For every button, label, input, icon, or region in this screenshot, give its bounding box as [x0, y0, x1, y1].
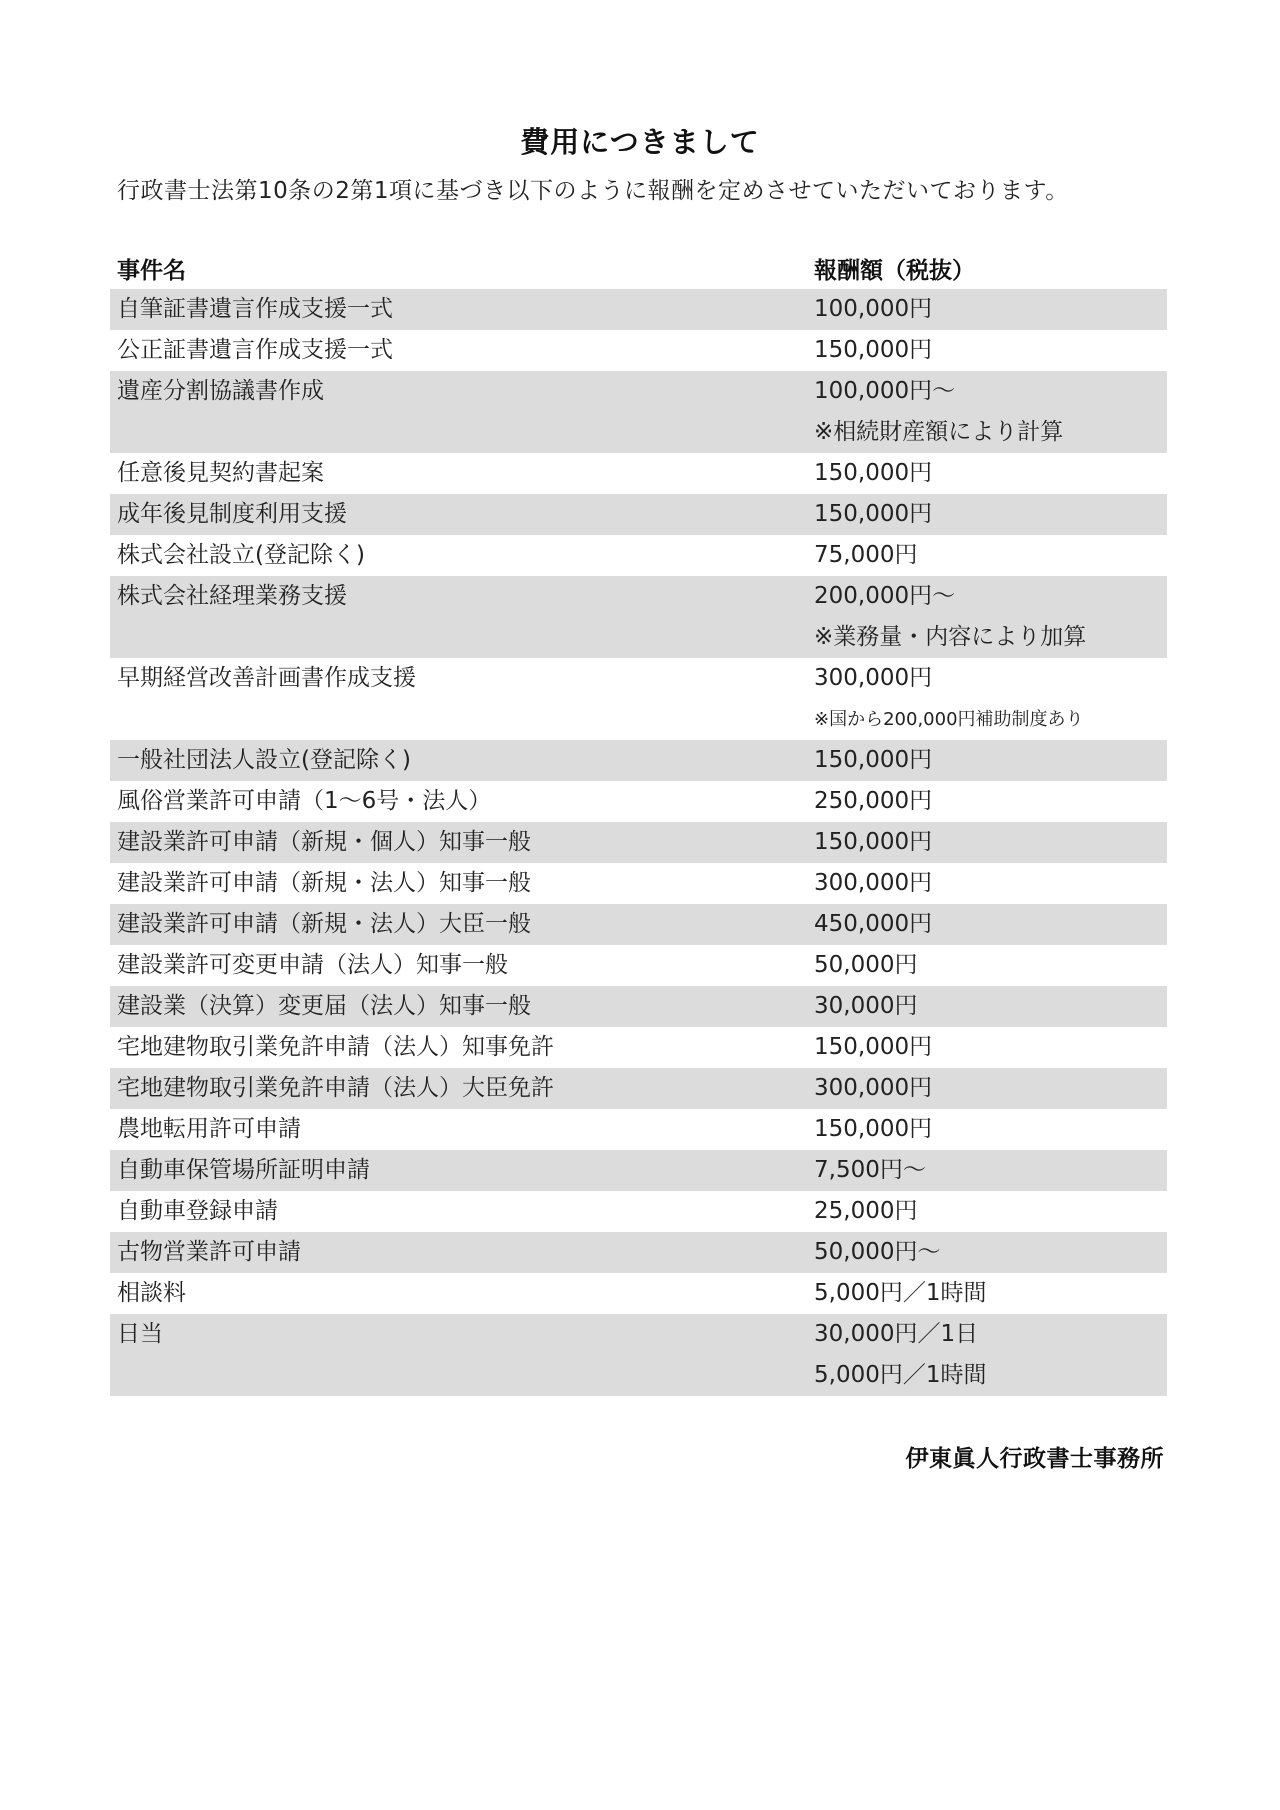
row-fee-cell	[814, 1109, 1167, 1150]
case-name: 建設業許可申請（新規・法人）大臣一般	[117, 911, 531, 937]
fee-amount: 50,000円	[814, 952, 918, 978]
row-fee-cell	[814, 1232, 1167, 1273]
table-row	[110, 986, 1167, 1027]
fee-amount: 100,000円	[814, 296, 933, 322]
fee-note: 5,000円／1時間	[814, 1362, 987, 1388]
fee-amount: 150,000円	[814, 337, 933, 363]
header-case-name: 事件名	[117, 258, 186, 284]
row-fee-cell	[814, 453, 1167, 494]
case-name: 宅地建物取引業免許申請（法人）大臣免許	[117, 1075, 554, 1101]
table-row	[110, 453, 1167, 494]
case-name: 株式会社設立(登記除く)	[117, 542, 365, 568]
case-name: 建設業許可申請（新規・個人）知事一般	[117, 829, 531, 855]
row-case-name-cell	[110, 1027, 814, 1068]
fee-amount: 150,000円	[814, 1034, 933, 1060]
table-row	[110, 1068, 1167, 1109]
case-name: 自筆証書遺言作成支援一式	[117, 296, 393, 322]
intro-text: 行政書士法第10条の2第1項に基づき以下のように報酬を定めさせていただいております。	[117, 178, 1069, 204]
fee-amount: 250,000円	[814, 788, 933, 814]
row-case-name-cell	[110, 822, 814, 863]
row-fee-cell	[814, 863, 1167, 904]
table-row	[110, 1150, 1167, 1191]
table-row	[110, 1027, 1167, 1068]
row-case-name-cell	[110, 658, 814, 740]
case-name: 建設業（決算）変更届（法人）知事一般	[117, 993, 531, 1019]
row-case-name-cell	[110, 535, 814, 576]
fee-amount: 75,000円	[814, 542, 918, 568]
row-fee-cell	[814, 494, 1167, 535]
row-case-name-cell	[110, 494, 814, 535]
case-name: 宅地建物取引業免許申請（法人）知事免許	[117, 1034, 554, 1060]
row-fee-cell	[814, 904, 1167, 945]
row-fee-cell	[814, 1314, 1167, 1396]
row-fee-cell	[814, 740, 1167, 781]
fee-amount: 150,000円	[814, 501, 933, 527]
fee-amount: 300,000円	[814, 665, 933, 691]
row-case-name-cell	[110, 1314, 814, 1396]
row-case-name-cell	[110, 1150, 814, 1191]
case-name: 一般社団法人設立(登記除く)	[117, 747, 411, 773]
case-name: 遺産分割協議書作成	[117, 378, 324, 404]
table-row	[110, 740, 1167, 781]
row-fee-cell	[814, 1027, 1167, 1068]
case-name: 早期経営改善計画書作成支援	[117, 665, 416, 691]
page-title: 費用につきまして	[520, 125, 760, 159]
table-row	[110, 330, 1167, 371]
row-case-name-cell	[110, 863, 814, 904]
row-fee-cell	[814, 535, 1167, 576]
row-case-name-cell	[110, 371, 814, 453]
case-name: 成年後見制度利用支援	[117, 501, 347, 527]
case-name: 農地転用許可申請	[117, 1116, 301, 1142]
table-header	[110, 248, 1167, 289]
table-row	[110, 371, 1167, 453]
case-name: 自動車登録申請	[117, 1198, 278, 1224]
table-row	[110, 289, 1167, 330]
row-fee-cell	[814, 330, 1167, 371]
case-name: 自動車保管場所証明申請	[117, 1157, 370, 1183]
fee-amount: 7,500円～	[814, 1157, 926, 1183]
table-row	[110, 863, 1167, 904]
table-row	[110, 576, 1167, 658]
table-row	[110, 822, 1167, 863]
table-row	[110, 945, 1167, 986]
fee-note: ※国から200,000円補助制度あり	[814, 709, 1084, 730]
header-fee: 報酬額（税抜）	[814, 258, 975, 284]
fee-table	[110, 248, 1167, 1396]
row-case-name-cell	[110, 781, 814, 822]
table-row	[110, 1273, 1167, 1314]
fee-amount: 150,000円	[814, 1116, 933, 1142]
table-row	[110, 494, 1167, 535]
fee-amount: 25,000円	[814, 1198, 918, 1224]
fee-amount: 150,000円	[814, 829, 933, 855]
row-case-name-cell	[110, 576, 814, 658]
case-name: 公正証書遺言作成支援一式	[117, 337, 393, 363]
row-fee-cell	[814, 289, 1167, 330]
row-fee-cell	[814, 1150, 1167, 1191]
fee-amount: 50,000円～	[814, 1239, 941, 1265]
row-fee-cell	[814, 658, 1167, 740]
fee-amount: 300,000円	[814, 870, 933, 896]
table-row	[110, 1191, 1167, 1232]
case-name: 日当	[117, 1321, 163, 1347]
fee-amount: 150,000円	[814, 747, 933, 773]
row-fee-cell	[814, 576, 1167, 658]
fee-amount: 5,000円／1時間	[814, 1280, 987, 1306]
row-case-name-cell	[110, 1191, 814, 1232]
case-name: 株式会社経理業務支援	[117, 583, 347, 609]
fee-note: ※相続財産額により計算	[814, 419, 1064, 445]
fee-amount: 150,000円	[814, 460, 933, 486]
table-row	[110, 904, 1167, 945]
row-fee-cell	[814, 781, 1167, 822]
case-name: 建設業許可変更申請（法人）知事一般	[117, 952, 508, 978]
row-case-name-cell	[110, 1273, 814, 1314]
row-case-name-cell	[110, 904, 814, 945]
row-fee-cell	[814, 945, 1167, 986]
fee-amount: 100,000円～	[814, 378, 956, 404]
row-case-name-cell	[110, 1068, 814, 1109]
table-row	[110, 1232, 1167, 1273]
table-row	[110, 658, 1167, 740]
row-fee-cell	[814, 1068, 1167, 1109]
row-case-name-cell	[110, 1109, 814, 1150]
table-row	[110, 1314, 1167, 1396]
row-fee-cell	[814, 986, 1167, 1027]
row-fee-cell	[814, 371, 1167, 453]
case-name: 任意後見契約書起案	[117, 460, 324, 486]
row-fee-cell	[814, 1191, 1167, 1232]
fee-amount: 200,000円～	[814, 583, 956, 609]
row-case-name-cell	[110, 330, 814, 371]
row-case-name-cell	[110, 453, 814, 494]
fee-amount: 300,000円	[814, 1075, 933, 1101]
row-case-name-cell	[110, 1232, 814, 1273]
table-row	[110, 535, 1167, 576]
row-case-name-cell	[110, 289, 814, 330]
fee-amount: 30,000円	[814, 993, 918, 1019]
fee-amount: 30,000円／1日	[814, 1321, 979, 1347]
row-case-name-cell	[110, 740, 814, 781]
row-fee-cell	[814, 1273, 1167, 1314]
fee-note: ※業務量・内容により加算	[814, 624, 1087, 650]
table-body	[110, 289, 1167, 1396]
table-row	[110, 781, 1167, 822]
case-name: 相談料	[117, 1280, 186, 1306]
row-case-name-cell	[110, 986, 814, 1027]
row-case-name-cell	[110, 945, 814, 986]
case-name: 風俗営業許可申請（1～6号・法人）	[117, 788, 492, 814]
fee-amount: 450,000円	[814, 911, 933, 937]
case-name: 古物営業許可申請	[117, 1239, 301, 1265]
table-row	[110, 1109, 1167, 1150]
row-fee-cell	[814, 822, 1167, 863]
case-name: 建設業許可申請（新規・法人）知事一般	[117, 870, 531, 896]
office-signature: 伊東眞人行政書士事務所	[905, 1446, 1164, 1472]
